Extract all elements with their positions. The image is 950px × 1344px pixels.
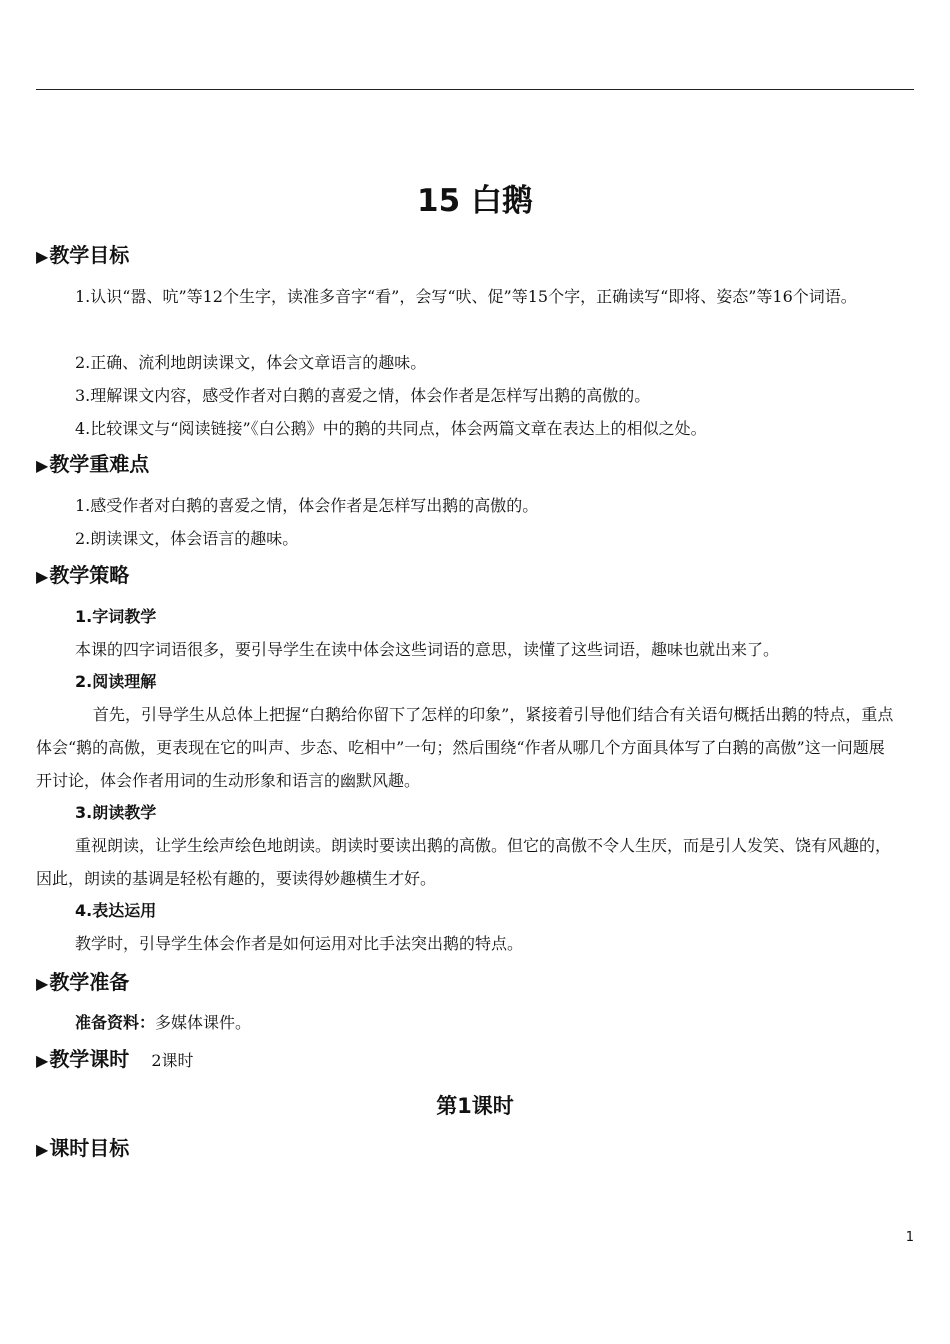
triangle-bullet-icon: ▶ xyxy=(36,1051,49,1070)
preparation-value: 多媒体课件。 xyxy=(155,1013,252,1032)
objective-item: 3.理解课文内容，感受作者对白鹅的喜爱之情，体会作者是怎样写出鹅的高傲的。 xyxy=(75,386,651,405)
section-heading-objectives: ▶教学目标 xyxy=(36,243,130,267)
hours-value: 2课时 xyxy=(151,1051,194,1070)
strategy-sub-heading: 2.阅读理解 xyxy=(75,672,157,691)
strategy-sub-heading: 4.表达运用 xyxy=(75,901,157,920)
strategy-sub-heading: 3.朗读教学 xyxy=(75,803,157,822)
document-title: 15 白鹅 xyxy=(417,183,533,219)
preparation-line xyxy=(36,1006,900,1039)
triangle-bullet-icon: ▶ xyxy=(36,1140,49,1159)
triangle-bullet-icon: ▶ xyxy=(36,974,49,993)
strategy-sub-heading: 1.字词教学 xyxy=(75,607,157,626)
objective-item: 1.认识“嚣、吭”等12个生字，读准多音字“看”，会写“吠、促”等15个字，正确读写“即将、姿态”等16个词语。 xyxy=(75,287,857,306)
strategy-text: 教学时，引导学生体会作者是如何运用对比手法突出鹅的特点。 xyxy=(75,934,524,953)
section-heading-strategy: ▶教学策略 xyxy=(36,563,130,587)
triangle-bullet-icon: ▶ xyxy=(36,567,49,586)
header-rule xyxy=(36,89,914,90)
key-point-item: 2.朗读课文，体会语言的趣味。 xyxy=(75,529,299,548)
key-point-item: 1.感受作者对白鹅的喜爱之情，体会作者是怎样写出鹅的高傲的。 xyxy=(75,496,539,515)
page-number: 1 xyxy=(905,1230,914,1245)
strategy-text: 首先，引导学生从总体上把握“白鹅给你留下了怎样的印象”，紧接着引导他们结合有关语句概括出鹅的特点，重点体会“鹅的高傲，更表现在它的叫声、步态、吃相中”一句；然后围绕“作者从哪几个方面具体写了白鹅的高傲”这一问题展开讨论，体会作者用词的生动形象和语言的幽默风趣。 xyxy=(36,705,894,790)
triangle-bullet-icon: ▶ xyxy=(36,456,49,475)
section-heading-key-points: ▶教学重难点 xyxy=(36,452,150,476)
preparation-label: 准备资料： xyxy=(75,1013,156,1032)
section-heading-lesson-objectives: ▶课时目标 xyxy=(36,1136,130,1160)
objective-item: 4.比较课文与“阅读链接”《白公鹅》中的鹅的共同点，体会两篇文章在表达上的相似之处。 xyxy=(75,419,707,438)
strategy-text: 本课的四字词语很多，要引导学生在读中体会这些词语的意思，读懂了这些词语，趣味也就出来了。 xyxy=(75,640,780,659)
lesson-title: 第1课时 xyxy=(436,1094,514,1118)
triangle-bullet-icon: ▶ xyxy=(36,247,49,266)
objective-item: 2.正确、流利地朗读课文，体会文章语言的趣味。 xyxy=(75,353,427,372)
strategy-text: 重视朗读，让学生绘声绘色地朗读。朗读时要读出鹅的高傲。但它的高傲不令人生厌，而是引人发笑、饶有风趣的，因此，朗读的基调是轻松有趣的，要读得妙趣横生才好。 xyxy=(36,836,892,888)
section-heading-preparation: ▶教学准备 xyxy=(36,970,130,994)
section-heading-hours: ▶教学课时 2课时 xyxy=(36,1047,194,1071)
